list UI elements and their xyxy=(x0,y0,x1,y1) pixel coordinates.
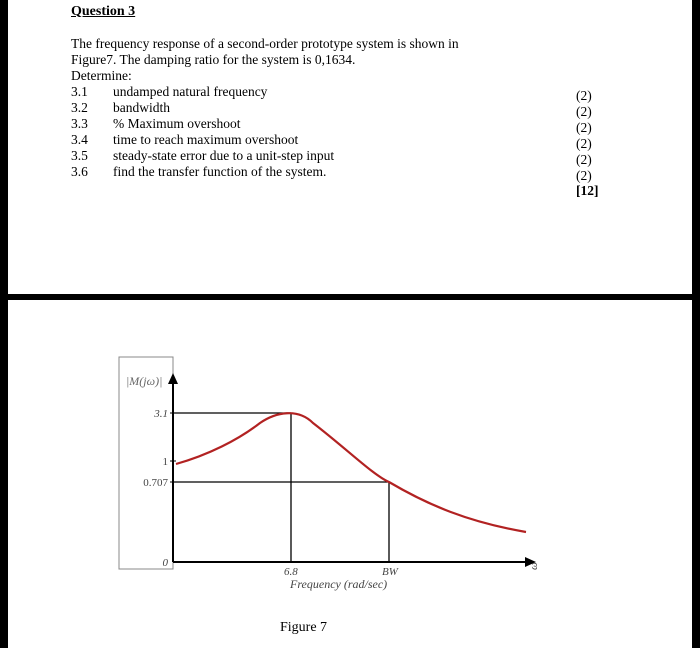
frequency-response-plot xyxy=(8,300,692,610)
x-tick-bandwidth: BW xyxy=(382,566,398,578)
y-tick-peak: 3.1 xyxy=(154,408,168,420)
item-marks: (2) xyxy=(576,168,592,183)
total-marks: [12] xyxy=(576,183,599,198)
determine-label: Determine: xyxy=(71,68,132,83)
intro-line-2: Figure7. The damping ratio for the system is 0,1634. xyxy=(71,52,356,67)
item-number: 3.1 xyxy=(71,84,88,99)
item-marks: (2) xyxy=(576,104,592,119)
item-number: 3.3 xyxy=(71,116,88,131)
x-tick-peak: 6.8 xyxy=(284,566,298,578)
item-marks: (2) xyxy=(576,120,592,135)
item-number: 3.5 xyxy=(71,148,88,163)
y-axis-arrow xyxy=(168,373,178,384)
item-text: bandwidth xyxy=(113,100,170,115)
origin-label: 0 xyxy=(162,557,168,569)
item-marks: (2) xyxy=(576,88,592,103)
question-panel xyxy=(8,0,692,294)
omega-symbol: ω xyxy=(528,562,540,570)
question-heading: Question 3 xyxy=(71,4,136,19)
magnitude-curve xyxy=(176,413,526,532)
y-axis-label: |M(jω)| xyxy=(126,374,163,388)
item-text: find the transfer function of the system. xyxy=(113,164,327,179)
x-axis-label: Frequency (rad/sec) xyxy=(290,577,388,591)
item-marks: (2) xyxy=(576,136,592,151)
item-marks: (2) xyxy=(576,152,592,167)
item-text: time to reach maximum overshoot xyxy=(113,132,299,147)
figure-caption: Figure 7 xyxy=(280,620,328,635)
item-text: steady-state error due to a unit-step input xyxy=(113,148,335,163)
item-text: % Maximum overshoot xyxy=(113,116,241,131)
figure-panel xyxy=(8,300,692,648)
intro-line-1: The frequency response of a second-order prototype system is shown in xyxy=(71,36,459,51)
y-tick-bandwidth: 0.707 xyxy=(143,477,168,489)
item-number: 3.4 xyxy=(71,132,88,147)
item-number: 3.2 xyxy=(71,100,88,115)
y-tick-one: 1 xyxy=(162,456,168,468)
item-text: undamped natural frequency xyxy=(113,84,268,99)
item-number: 3.6 xyxy=(71,164,88,179)
